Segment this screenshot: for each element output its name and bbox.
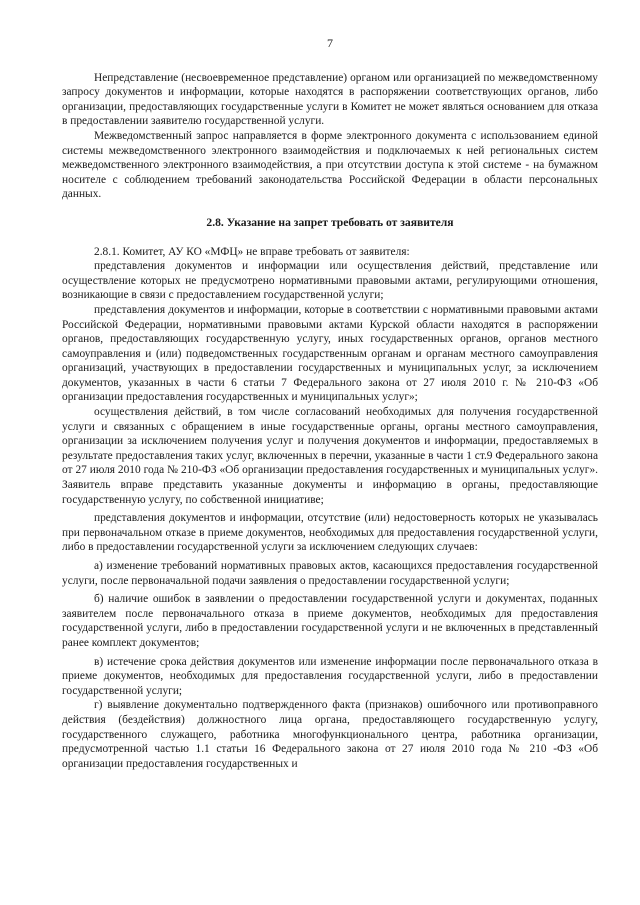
paragraph-prohibition-3: осуществления действий, в том числе согласований необходимых для получения государственной услуги и связанных с обращением в иные государственные органы, органы местного самоуправления, организации за исключением получения услуг и получения документов и информации, предоставляемых в результате предоставления таких услуг, включенных в перечни, указанные в части 1 ст.9 Федерального закона от 27 июля 2010 года № 210-ФЗ «Об организации предоставления государственных и муниципальных услуг». Заявитель вправе представить указанные документы и информацию в органы, предоставляющие государственную услугу, по собственной инициативе; [62, 406, 598, 506]
paragraph-2-8-1: 2.8.1. Комитет, АУ КО «МФЦ» не вправе требовать от заявителя: [94, 245, 410, 258]
paragraph-case-v: в) истечение срока действия документов или изменение информации после первоначального отказа в приеме документов, необходимых для предоставления государственной услуги, либо в предоставлении государственной услуги; [62, 655, 598, 697]
paragraph-case-b: б) наличие ошибок в заявлении о предоставлении государственной услуги и документах, поданных заявителем после первоначального отказа в приеме документов, необходимых для предоставления государственной услуги, либо в предоставлении государственной услуги и не включенных в представленный ранее комплект документов; [62, 593, 598, 649]
paragraph-case-g: г) выявление документально подтвержденного факта (признаков) ошибочного или противоправного действия (бездействия) должностного лица органа, предоставляющего государственную услугу, государственного служащего, работника многофункционального центра, работника организации, предусмотренной частью 1.1 статьи 16 Федерального закона от 27 июля 2010 года № 210 -ФЗ «Об организации предоставления государственных и [62, 699, 598, 770]
paragraph-case-a: а) изменение требований нормативных правовых актов, касающихся предоставления государственной услуги, после первоначальной подачи заявления о предоставлении государственной услуги; [62, 560, 598, 587]
paragraph-intro-2: Межведомственный запрос направляется в форме электронного документа с использованием единой системы межведомственного электронного взаимодействия и подключаемых к ней региональных систем межведомственного электронного взаимодействия, а при отсутствии доступа к этой системе - на бумажном носителе с соблюдением требований законодательства Российской Федерации в области персональных данных. [62, 129, 598, 201]
paragraph-prohibition-1: представления документов и информации или осуществления действий, представление или осуществление которых не предусмотрено нормативными правовыми актами, регулирующими отношения, возникающие в связи с предоставлением государственной услуги; [62, 260, 598, 302]
section-heading: 2.8. Указание на запрет требовать от заявителя [206, 215, 454, 229]
paragraph-prohibition-4: представления документов и информации, отсутствие (или) недостоверность которых не указывалась при первоначальном отказе в приеме документов, необходимых для предоставления государственной услуги, либо в предоставлении государственной услуги за исключением следующих случаев: [62, 512, 598, 554]
paragraph-prohibition-2: представления документов и информации, которые в соответствии с нормативными правовыми актами Российской Федерации, нормативными правовыми актами Курской области находятся в распоряжении органов, предоставляющих государственную услугу, иных государственных органов, органов местного самоуправления и (или) подведомственных государственным органам и органам местного самоуправления организаций, участвующих в предоставлении государственных и муниципальных услуг, за исключением документов, указанных в части 6 статьи 7 Федерального закона от 27 июля 2010 г. № 210-ФЗ «Об организации предоставления государственных и муниципальных услуг»; [62, 303, 598, 404]
paragraph-intro-1: Непредставление (несвоевременное представление) органом или организацией по межведомственному запросу документов и информации, которые находятся в распоряжении соответствующих органов, либо организации, предоставляющих государственные услуги в Комитет не может являться основанием для отказа в предоставлении заявителю государственной услуги. [62, 71, 598, 128]
page-number: 7 [327, 36, 333, 50]
